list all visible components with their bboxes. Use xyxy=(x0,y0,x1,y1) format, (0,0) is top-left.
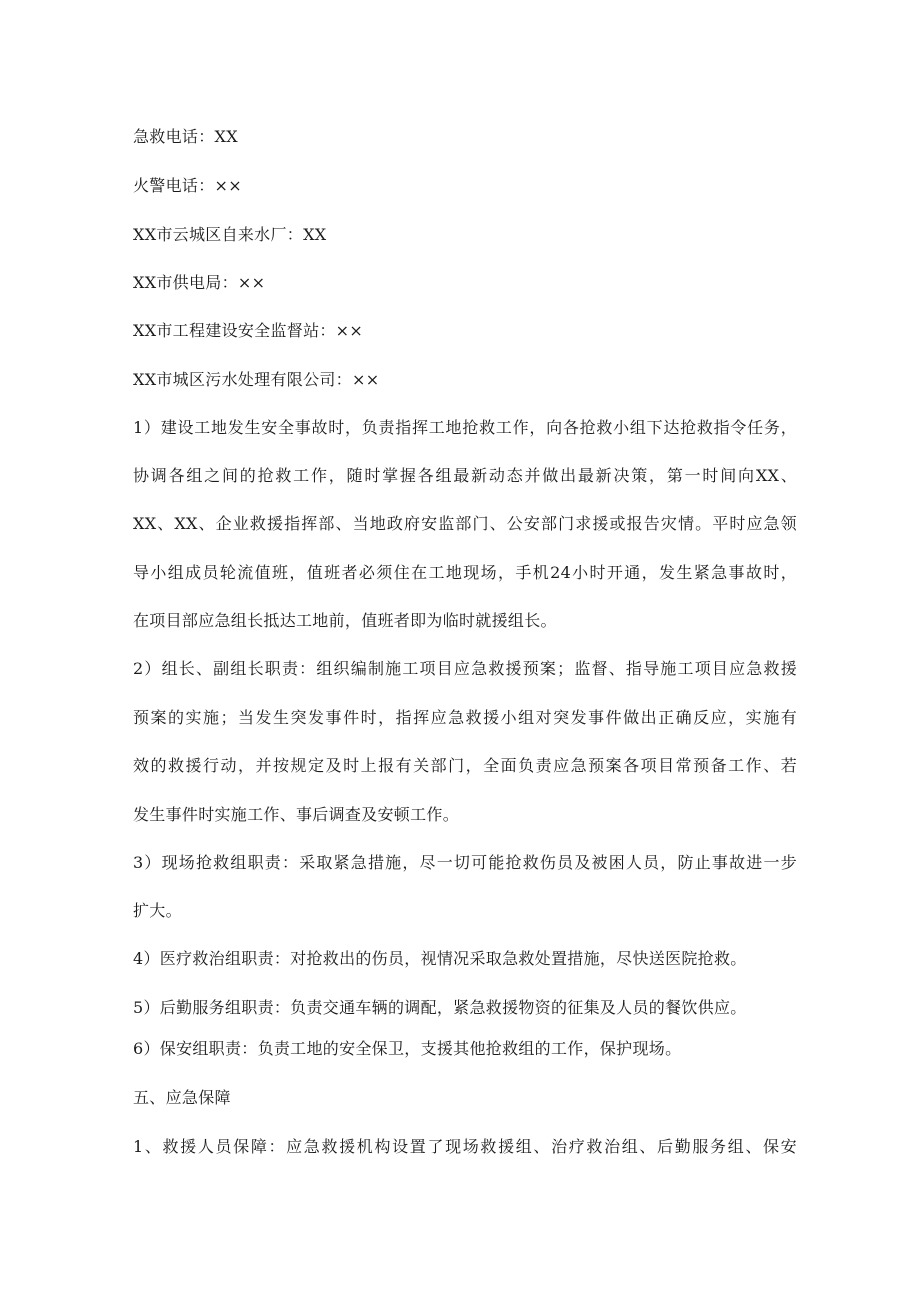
paragraph-line: 导小组成员轮流值班，值班者必须住在工地现场，手机24小时开通，发生紧急事故时， xyxy=(133,563,797,582)
paragraph-line: 3）现场抢救组职责：采取紧急措施，尽一切可能抢救伤员及被困人员，防止事故进一步 xyxy=(133,853,797,872)
contact-emergency-phone: 急救电话：XX xyxy=(133,127,238,146)
paragraph-line: XX、XX、企业救援指挥部、当地政府安监部门、公安部门求援或报告灾情。平时应急领 xyxy=(133,514,797,533)
paragraph-line: 6）保安组职责：负责工地的安全保卫，支援其他抢救组的工作，保护现场。 xyxy=(133,1039,682,1058)
paragraph-line: 2）组长、副组长职责：组织编制施工项目应急救援预案；监督、指导施工项目应急救援 xyxy=(133,659,797,678)
paragraph-line: 协调各组之间的抢救工作，随时掌握各组最新动态并做出最新决策，第一时间向XX、 xyxy=(133,466,797,485)
paragraph-line: 1）建设工地发生安全事故时，负责指挥工地抢救工作，向各抢救小组下达抢救指令任务， xyxy=(133,418,797,437)
contact-fire-phone: 火警电话：×× xyxy=(133,176,242,195)
paragraph-line: 4）医疗救治组职责：对抢救出的伤员，视情况采取急救处置措施，尽快送医院抢救。 xyxy=(133,949,747,968)
paragraph-line: 预案的实施；当发生突发事件时，指挥应急救援小组对突发事件做出正确反应，实施有 xyxy=(133,708,797,727)
contact-power-bureau: XX市供电局：×× xyxy=(133,273,266,292)
paragraph-line: 1、救援人员保障：应急救援机构设置了现场救援组、治疗救治组、后勤服务组、保安 xyxy=(133,1137,797,1156)
paragraph-line: 效的救援行动，并按规定及时上报有关部门，全面负责应急预案各项目常预备工作、若 xyxy=(133,756,797,775)
paragraph-line: 发生事件时实施工作、事后调查及安顿工作。 xyxy=(133,805,460,824)
contact-water-plant: XX市云城区自来水厂：XX xyxy=(133,225,327,244)
paragraph-line: 5）后勤服务组职责：负责交通车辆的调配，紧急救援物资的征集及人员的餐饮供应。 xyxy=(133,998,747,1017)
section-heading: 五、应急保障 xyxy=(133,1088,231,1107)
paragraph-line: 在项目部应急组长抵达工地前，值班者即为临时就援组长。 xyxy=(133,611,557,630)
contact-safety-station: XX市工程建设安全监督站：×× xyxy=(133,321,364,340)
contact-sewage-company: XX市城区污水处理有限公司：×× xyxy=(133,370,380,389)
paragraph-line: 扩大。 xyxy=(133,901,182,920)
